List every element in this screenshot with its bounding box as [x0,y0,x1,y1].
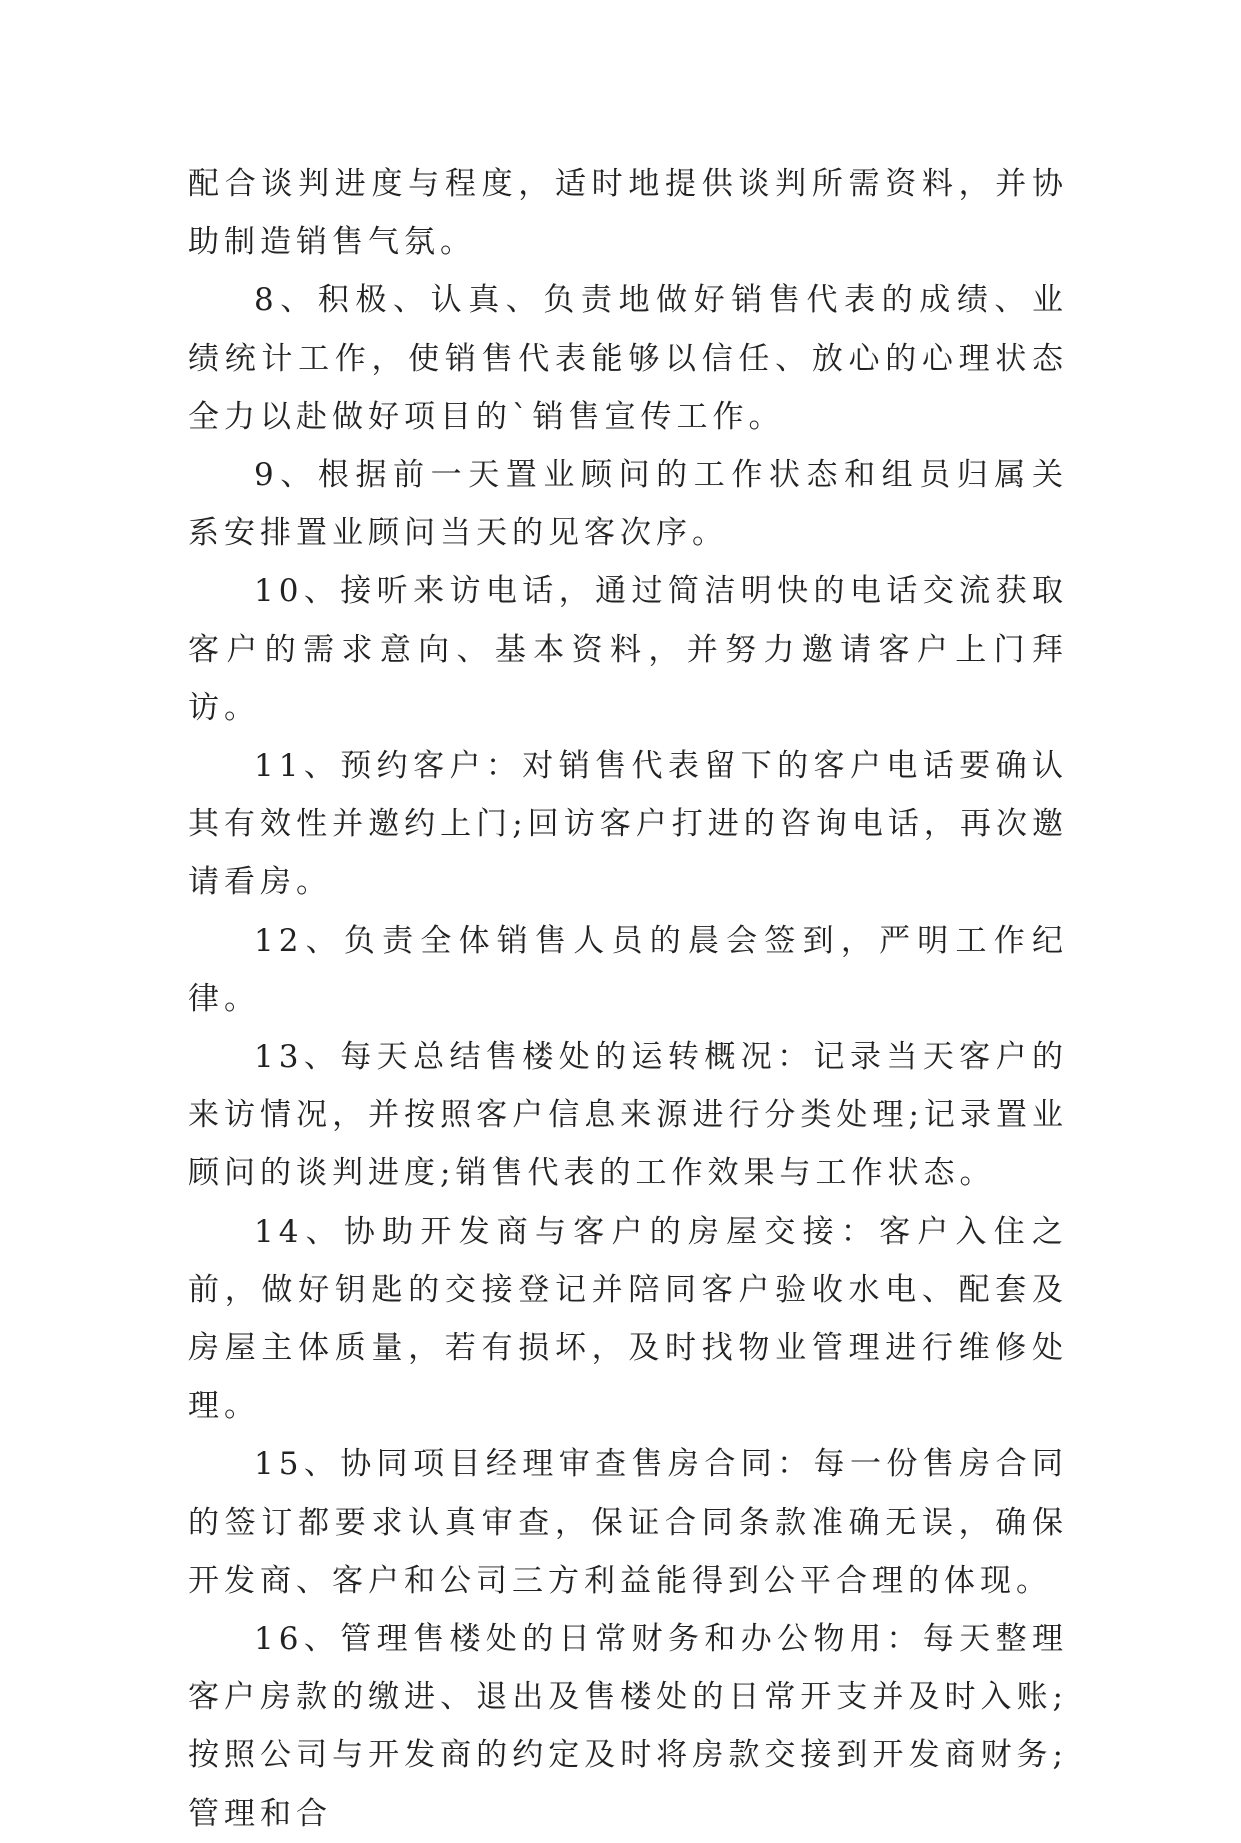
paragraph-item-11: 11、预约客户：对销售代表留下的客户电话要确认其有效性并邀约上门;回访客户打进的咨询电话，再次邀请看房。 [188,748,1068,901]
paragraph-item-9: 9、根据前一天置业顾问的工作状态和组员归属关系安排置业顾问当天的见客次序。 [188,457,1068,552]
paragraph-item-13: 13、每天总结售楼处的运转概况：记录当天客户的来访情况，并按照客户信息来源进行分类处理;记录置业顾问的谈判进度;销售代表的工作效果与工作状态。 [188,1039,1068,1192]
paragraph-item-10: 10、接听来访电话，通过简洁明快的电话交流获取客户的需求意向、基本资料，并努力邀请客户上门拜访。 [188,573,1068,726]
paragraph-item-15: 15、协同项目经理审查售房合同：每一份售房合同的签订都要求认真审查，保证合同条款准确无误，确保开发商、客户和公司三方利益能得到公平合理的体现。 [188,1446,1068,1599]
document-body [188,155,1068,1843]
paragraph-item-8: 8、积极、认真、负责地做好销售代表的成绩、业绩统计工作，使销售代表能够以信任、放心的心理状态全力以赴做好项目的`销售宣传工作。 [188,282,1068,435]
paragraph-item-14: 14、协助开发商与客户的房屋交接：客户入住之前，做好钥匙的交接登记并陪同客户验收水电、配套及房屋主体质量，若有损坏，及时找物业管理进行维修处理。 [188,1213,1068,1425]
paragraph-item-12: 12、负责全体销售人员的晨会签到，严明工作纪律。 [188,922,1068,1017]
paragraph-item-16: 16、管理售楼处的日常财务和办公物用：每天整理客户房款的缴进、退出及售楼处的日常开支并及时入账;按照公司与开发商的约定及时将房款交接到开发商财务;管理和合 [188,1621,1068,1832]
paragraph-continuation: 配合谈判进度与程度，适时地提供谈判所需资料，并协助制造销售气氛。 [188,166,1068,261]
